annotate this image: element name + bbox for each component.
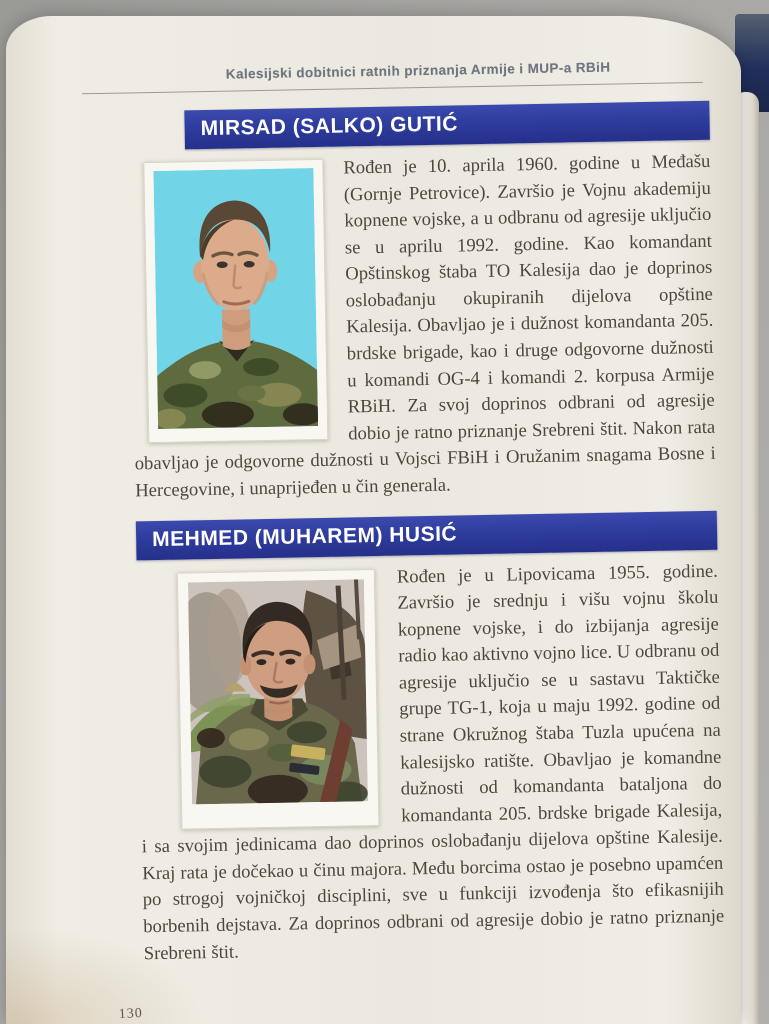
- running-header: Kalesijski dobitnici ratnih priznanja Armije i MUP-a RBiH: [225, 59, 611, 82]
- name-banner: MEHMED (MUHAREM) HUSIĆ: [136, 510, 718, 560]
- page-content: [6, 16, 741, 1024]
- profile-section-gutic: [128, 101, 716, 505]
- profile-section-husic: [136, 510, 725, 967]
- bio-paragraph: [137, 558, 725, 967]
- bio-text: Rođen je 10. aprila 1960. godine u Međašu (Gornje Petrovice). Završio je Vojnu akademiju kopnene vojske, a u odbranu od agresije uključio se u aprilu 1992. godine. Kao komandant Opštinskog štaba TO Kalesija dao je doprinos oslobađanju okupiranih dijelova opštine Kalesija. Obavljao je i dužnost komandanta 205. brdske brigade, kao i druge odgovorne dužnosti u komandi OG-4 i komandi 2. korpusa Armije RBiH. Za svoj doprinos odbrani od agresije dobio je ratno priznanje Srebreni štit. Nakon rata obavljao je odgovorne dužnosti u Vojsci FBiH i Oružanim snagama Bosne i Hercegovine, i unaprijeđen u čin generala.: [134, 150, 716, 502]
- page-number: 130: [118, 1005, 144, 1023]
- portrait-photo-gutic: [153, 168, 318, 429]
- book-page: [6, 16, 741, 1024]
- header-divider: [82, 82, 703, 94]
- bio-paragraph: [129, 149, 716, 505]
- portrait-photo-frame: [177, 569, 380, 830]
- portrait-photo-husic: [188, 579, 368, 804]
- portrait-photo-frame: [143, 159, 328, 443]
- bio-text: Rođen je u Lipovicama 1955. godine. Završio je srednju i višu vojnu školu kopnene vojske, i do izbijanja agresije radio kao aktivno vojno lice. U odbranu od agresije uključio se u sastavu Taktičke grupe TG-1, koja u maju 1992. godine od strane Okružnog štaba Tuzla upućena na kalesijsko ratište. Obavljao je komandne dužnosti od komandanta bataljona do komandanta 205. brdske brigade Kalesija, i sa svojim jedinicama dao doprinos oslobađanju dijelova opštine Kalesije. Kraj rata je dočekao u činu majora. Među borcima ostao je posebno upamćen po strogoj vojničkoj disciplini, sve u funkciji izvođenja što efikasnijih borbenih dejstava. Za doprinos odbrani od agresije dobio je ratno priznanje Srebreni štit.: [141, 560, 725, 964]
- name-banner: MIRSAD (SALKO) GUTIĆ: [184, 101, 710, 150]
